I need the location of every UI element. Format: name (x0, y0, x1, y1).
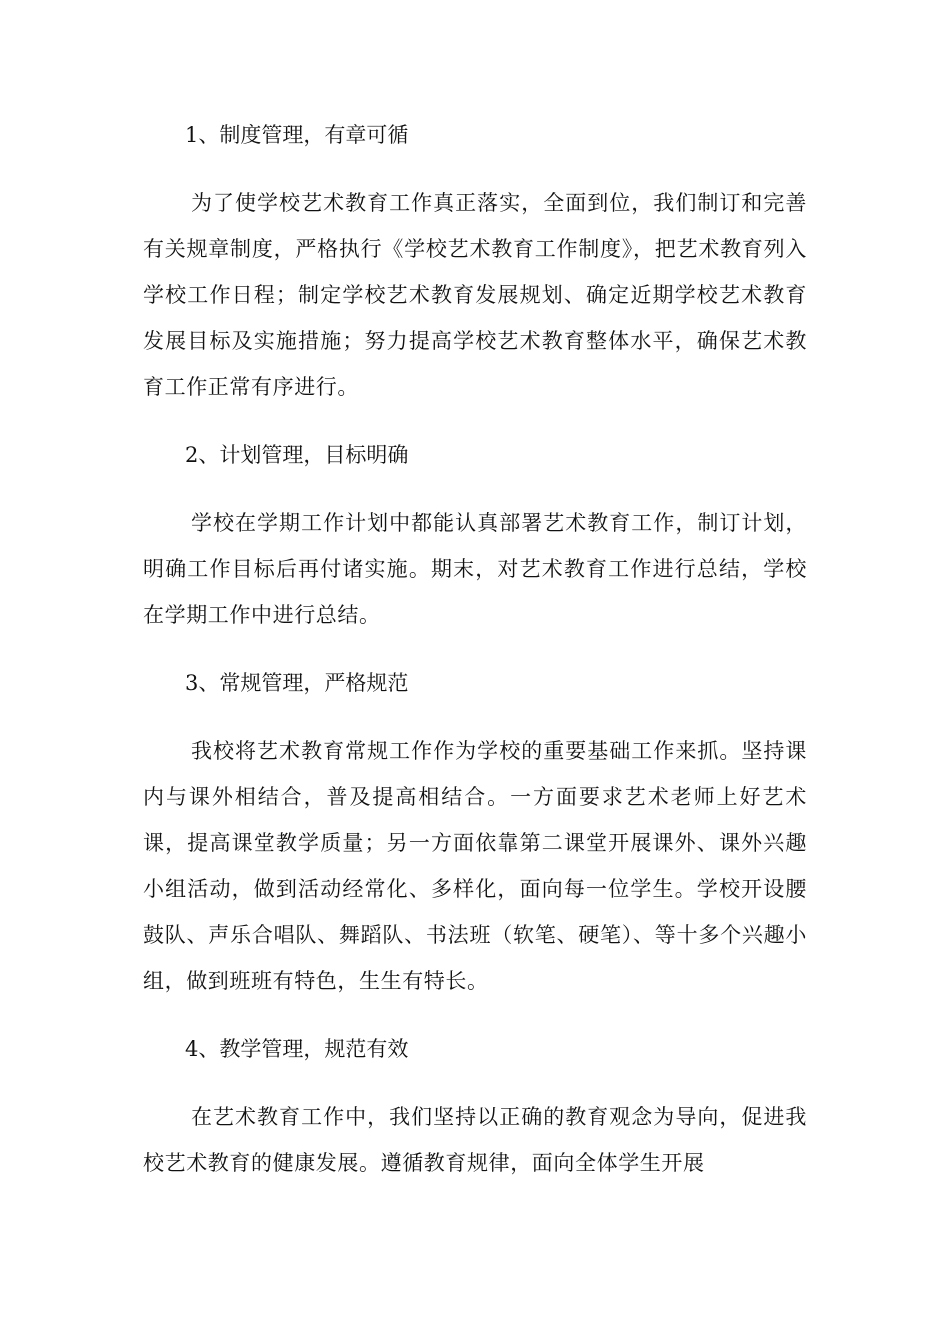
section-paragraph-3: 我校将艺术教育常规工作作为学校的重要基础工作来抓。坚持课内与课外相结合，普及提高相结合。一方面要求艺术老师上好艺术课，提高课堂教学质量；另一方面依靠第二课堂开展课外、课外兴趣小组活动，做到活动经常化、多样化，面向每一位学生。学校开设腰鼓队、声乐合唱队、舞蹈队、书法班（软笔、硬笔）、等十多个兴趣小组，做到班班有特色，生生有特长。 (143, 739, 807, 993)
section-paragraph-4: 在艺术教育工作中，我们坚持以正确的教育观念为导向，促进我校艺术教育的健康发展。遵循教育规律，面向全体学生开展 (143, 1105, 807, 1175)
section-paragraph-1: 为了使学校艺术教育工作真正落实，全面到位，我们制订和完善有关规章制度，严格执行《学校艺术教育工作制度》，把艺术教育列入学校工作日程；制定学校艺术教育发展规划、确定近期学校艺术教育发展目标及实施措施；努力提高学校艺术教育整体水平，确保艺术教育工作正常有序进行。 (143, 191, 807, 399)
section-heading-3: 3、常规管理，严格规范 (185, 671, 409, 695)
section-heading-2: 2、计划管理，目标明确 (185, 443, 409, 467)
section-heading-1: 1、制度管理，有章可循 (185, 123, 409, 147)
section-paragraph-2: 学校在学期工作计划中都能认真部署艺术教育工作，制订计划，明确工作目标后再付诸实施。期末，对艺术教育工作进行总结，学校在学期工作中进行总结。 (143, 511, 807, 627)
section-heading-4: 4、教学管理，规范有效 (185, 1037, 409, 1061)
document-page (143, 112, 807, 1208)
